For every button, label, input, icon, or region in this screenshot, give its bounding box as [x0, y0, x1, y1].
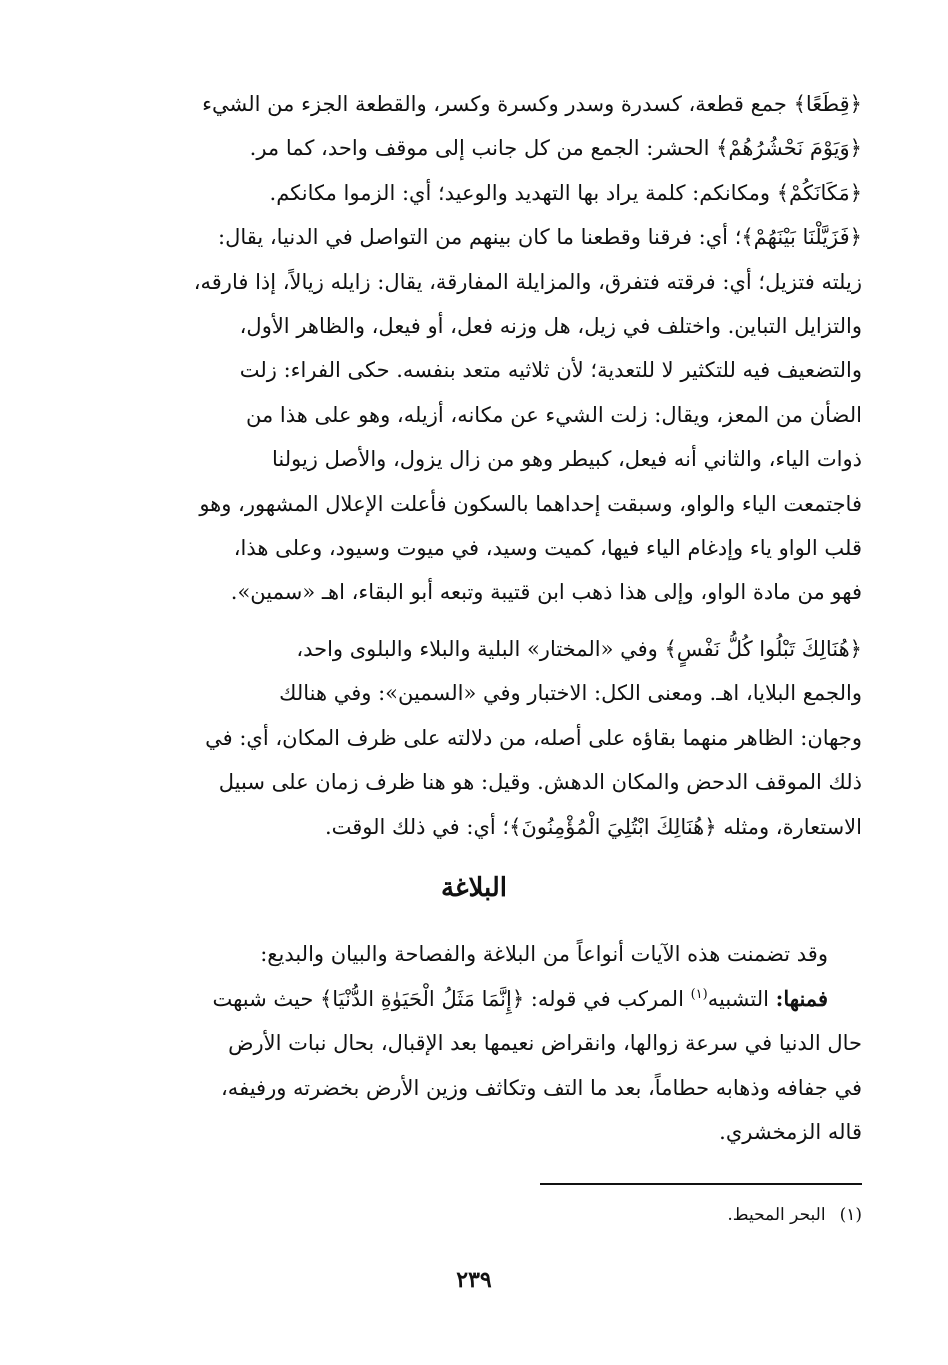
text-segment: التشبيه	[707, 987, 776, 1011]
lead-word: فمنها:	[775, 986, 828, 1011]
page-number: ٢٣٩	[456, 1267, 492, 1293]
footnote-text: البحر المحيط.	[727, 1205, 826, 1225]
footnote	[86, 1200, 862, 1230]
text-line: ذلك الموقف الدحض والمكان الدهش. وقيل: هو هنا ظرف زمان على سبيل	[218, 770, 862, 795]
text-line: فاجتمعت الياء والواو، وسبقت إحداهما بالسكون فأعلت الإعلال المشهور، وهو	[199, 491, 862, 516]
text-line-first	[86, 977, 862, 1021]
text-line: الضأن من المعز، ويقال: زلت الشيء عن مكانه، أزيله، وهو على هذا من	[246, 402, 862, 427]
text-line: والجمع البلايا، اهـ. ومعنى الكل: الاختبار وفي «السمين»: وفي هنالك	[279, 681, 862, 706]
footnote-divider	[540, 1183, 862, 1185]
text-line: الاستعارة، ومثله ﴿هُنَالِكَ ابْتُلِيَ الْمُؤْمِنُونَ﴾؛ أي: في ذلك الوقت.	[324, 814, 862, 839]
paragraph-hunalika	[86, 627, 862, 849]
text-line: والتزايل التباين. واختلف في زيل، هل وزنه فعل، أو فيعل، والظاهر الأول،	[239, 314, 862, 339]
text-line: فهو من مادة الواو، وإلى هذا ذهب ابن قتيبة وتبعه أبو البقاء، اهـ «سمين».	[230, 580, 862, 605]
text-line: ﴿مَكَانَكُمْ﴾ ومكانكم: كلمة يراد بها التهديد والوعيد؛ أي: الزموا مكانكم.	[269, 180, 862, 205]
footnote-number: (١)	[839, 1205, 862, 1225]
text-line: ﴿وَيَوْمَ نَحْشُرُهُمْ﴾ الحشر: الجمع من كل جانب إلى موقف واحد، كما مر.	[249, 136, 862, 161]
footnote-reference[interactable]: (١)	[690, 987, 708, 1002]
text-line: زيلته فتزيل؛ أي: فرقته فتفرق، والمزايلة المفارقة، يقال: زايله زيالاً، إذا فارقه،	[193, 269, 862, 294]
text-line: قلب الواو ياء وإدغام الياء فيها، كميت وسيد، في ميوت وسيود، وعلى هذا،	[233, 536, 862, 561]
paragraph-tashbih	[86, 977, 862, 1155]
text-line: قاله الزمخشري.	[719, 1120, 862, 1145]
paragraph-vocabulary	[86, 82, 862, 615]
text-line: في جفافه وذهابه حطاماً، بعد ما التف وتكاثف وزين الأرض بخضرته ورفيفه،	[221, 1075, 862, 1100]
text-line: وجهان: الظاهر منهما بقاؤه على أصله، من دلالته على ظرف المكان، أي: في	[205, 725, 862, 750]
text-segment: المركب في قوله: ﴿إِنَّمَا مَثَلُ الْحَيَوٰةِ الدُّنْيَا﴾ حيث شبهت	[212, 987, 691, 1011]
text-line: ﴿قِطَعًا﴾ جمع قطعة، كسدرة وسدر وكسرة وكسر، والقطعة الجزء من الشيء	[202, 92, 862, 116]
text-line: ﴿فَزَيَّلْنَا بَيْنَهُمْ﴾؛ أي: فرقنا وقطعنا ما كان بينهم من التواصل في الدنيا، يقال:	[218, 225, 862, 250]
intro-paragraph	[86, 932, 862, 976]
section-heading: البلاغة	[440, 873, 508, 903]
text-line: حال الدنيا في سرعة زوالها، وانقراض نعيمها بعد الإقبال، بحال نبات الأرض	[228, 1031, 862, 1056]
text-line: وقد تضمنت هذه الآيات أنواعاً من البلاغة والفصاحة والبيان والبديع:	[260, 942, 828, 966]
text-line: ذوات الياء، والثاني أنه فيعل، كبيطر وهو من زال يزول، والأصل زيولنا	[271, 447, 862, 472]
text-line: والتضعيف فيه للتكثير لا للتعدية؛ لأن ثلاثيه متعد بنفسه. حكى الفراء: زلت	[239, 358, 862, 383]
text-line: ﴿هُنَالِكَ تَبْلُوا كُلُّ نَفْسٍ﴾ وفي «المختار» البلية والبلاء والبلوى واحد،	[296, 637, 862, 661]
